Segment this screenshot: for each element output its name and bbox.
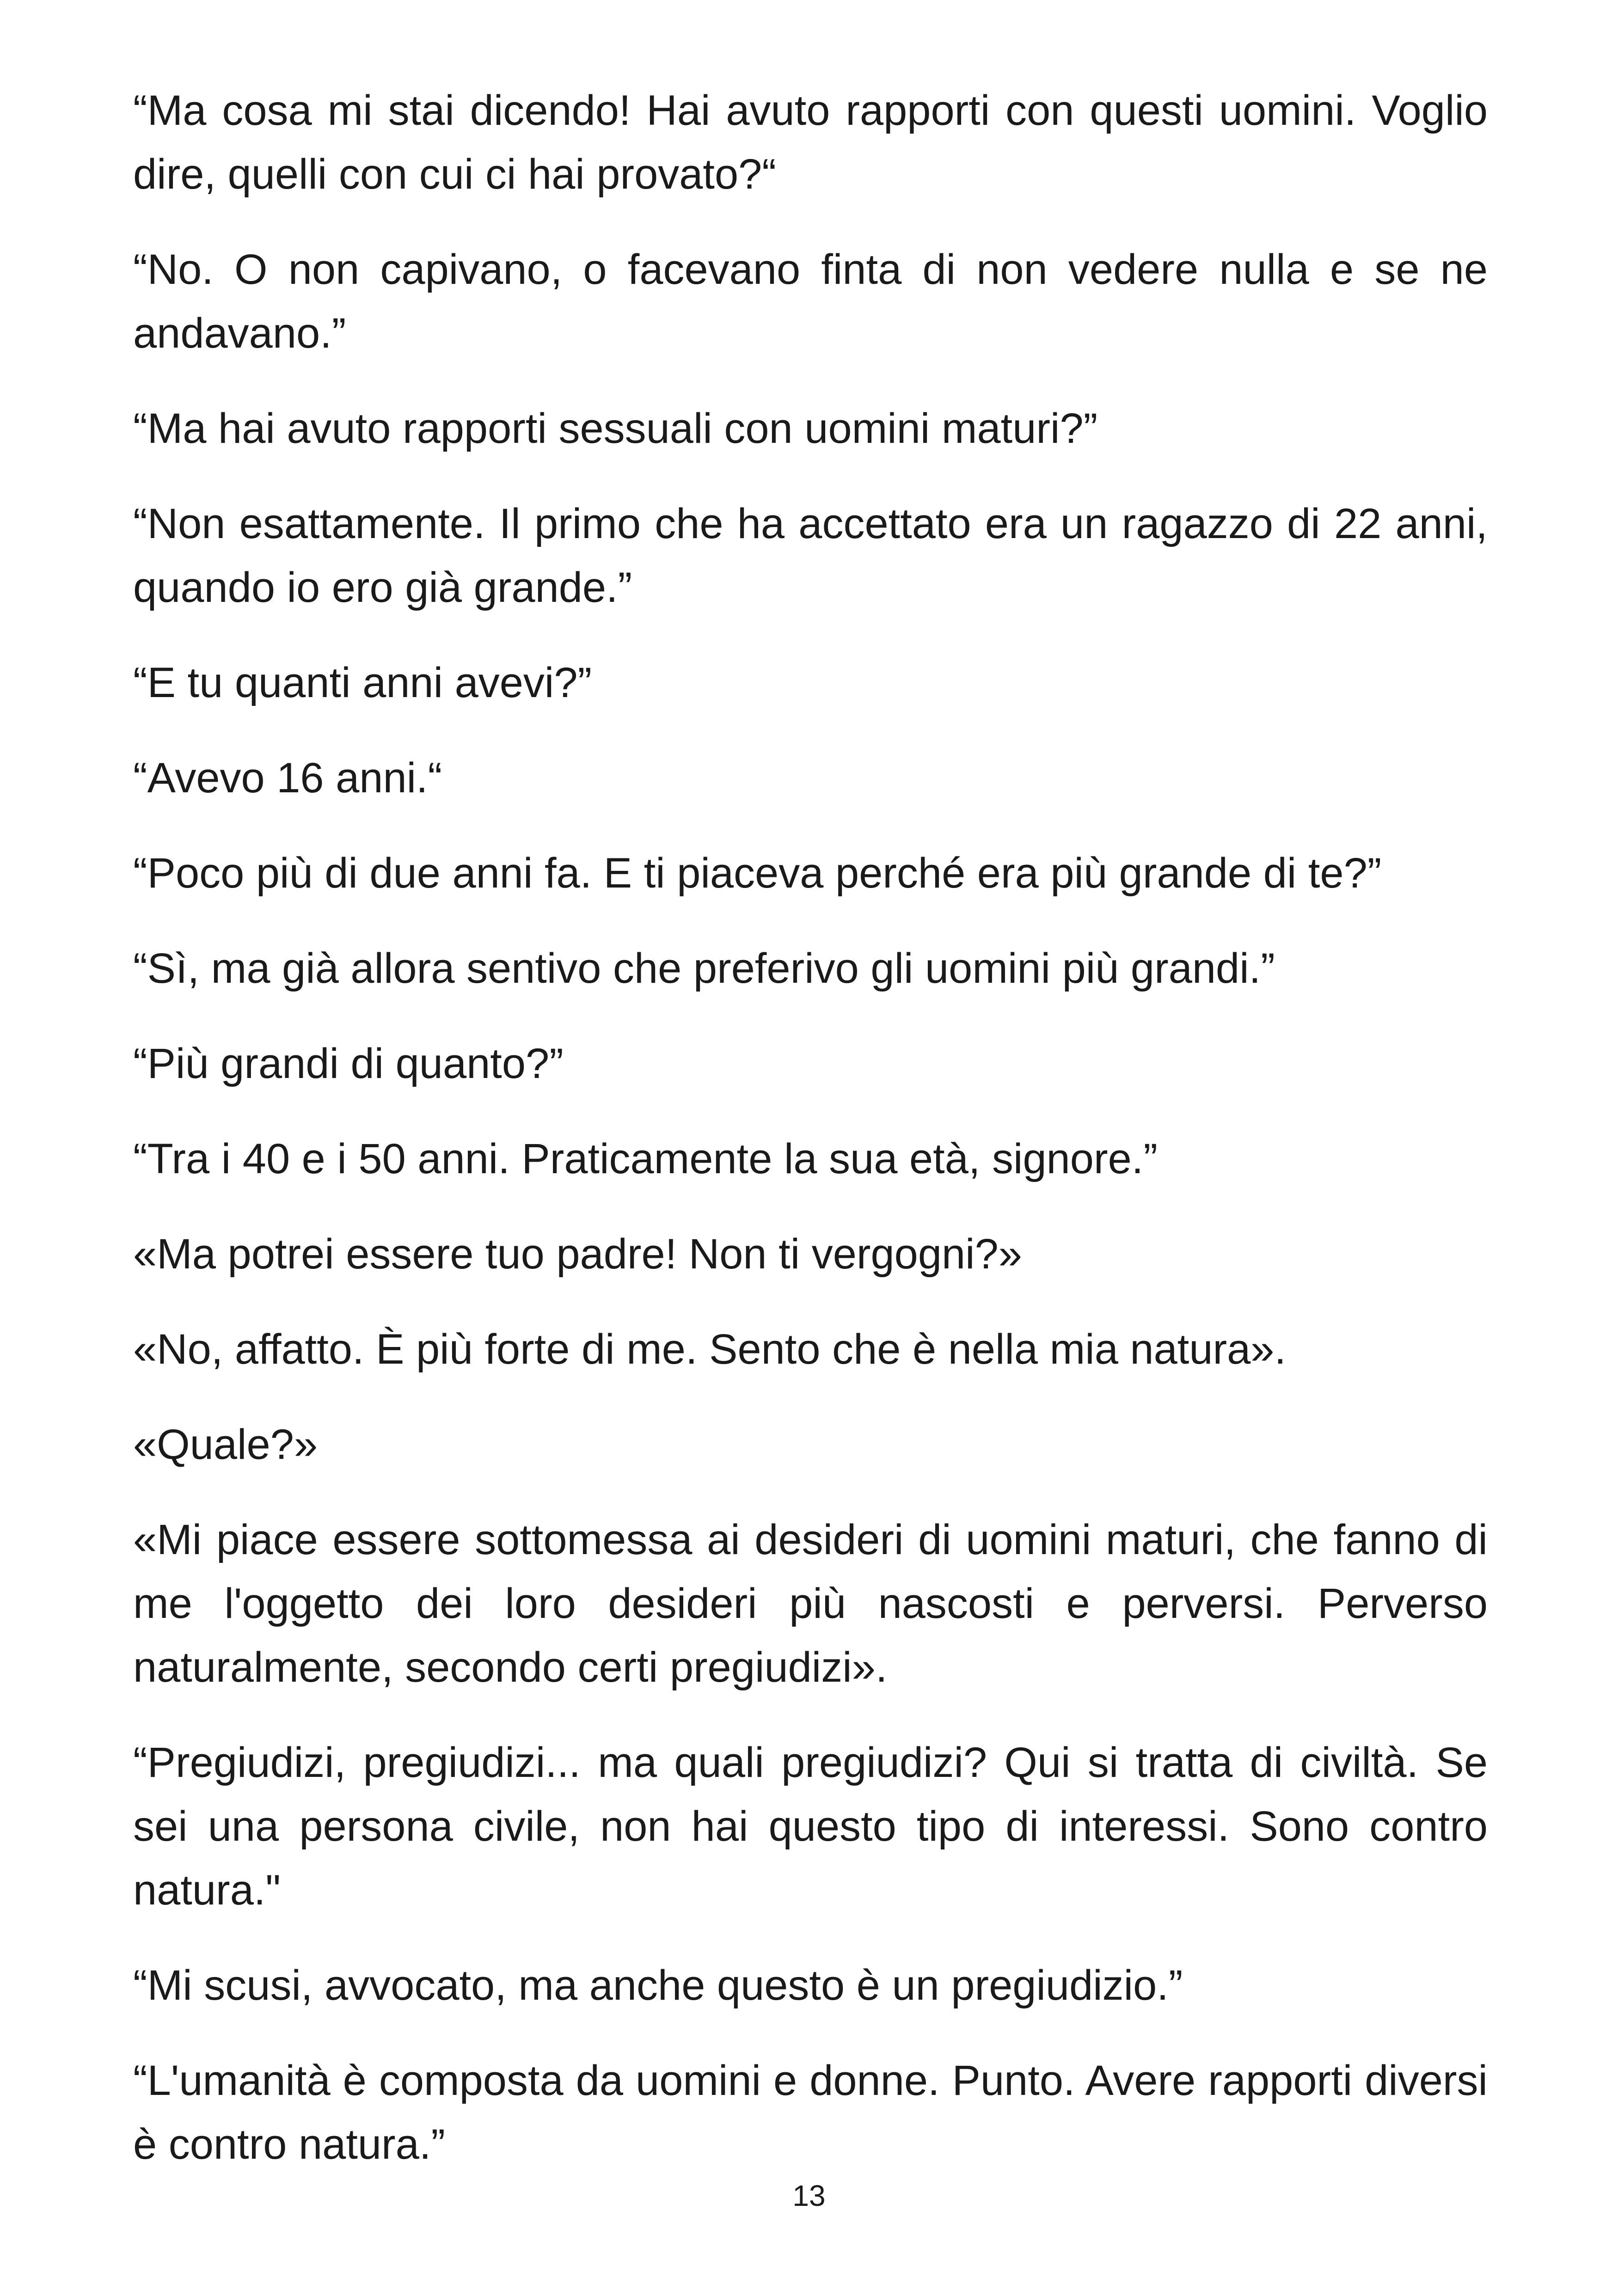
paragraph: “Mi scusi, avvocato, ma anche questo è un pregiudizio.” (133, 1962, 1183, 2009)
paragraph: “Poco più di due anni fa. E ti piaceva perché era più grande di te?” (133, 850, 1382, 897)
paragraph: “No. O non capivano, o facevano finta di non vedere nulla e se ne andavano.” (133, 246, 1488, 357)
paragraph: “Avevo 16 anni.“ (133, 754, 442, 802)
paragraph: “Ma cosa mi stai dicendo! Hai avuto rapporti con questi uomini. Voglio dire, quelli con cui ci hai provato?“ (133, 87, 1488, 198)
paragraph: “E tu quanti anni avevi?” (133, 659, 592, 706)
paragraph: «No, affatto. È più forte di me. Sento che è nella mia natura». (133, 1326, 1287, 1373)
paragraph: “Più grandi di quanto?” (133, 1040, 564, 1087)
paragraph: «Mi piace essere sottomessa ai desideri di uomini maturi, che fanno di me l'oggetto dei loro desideri più nascosti e perversi. Perverso naturalmente, secondo certi pregiudizi». (133, 1516, 1488, 1691)
paragraph: «Quale?» (133, 1421, 318, 1468)
paragraph: “L'umanità è composta da uomini e donne. Punto. Avere rapporti diversi è contro natura.” (133, 2057, 1488, 2168)
paragraph: «Ma potrei essere tuo padre! Non ti vergogni?» (133, 1231, 1022, 1278)
paragraph: “Non esattamente. Il primo che ha accettato era un ragazzo di 22 anni, quando io ero già grande.” (133, 500, 1488, 611)
paragraph: “Sì, ma già allora sentivo che preferivo gli uomini più grandi.” (133, 945, 1275, 992)
paragraph: “Ma hai avuto rapporti sessuali con uomini maturi?” (133, 405, 1098, 452)
paragraph: “Pregiudizi, pregiudizi... ma quali pregiudizi? Qui si tratta di civiltà. Se sei una persona civile, non hai questo tipo di interessi. Sono contro natura." (133, 1739, 1488, 1914)
page-number: 13 (792, 2179, 826, 2212)
page-body (133, 79, 1488, 2208)
paragraph: “Tra i 40 e i 50 anni. Praticamente la sua età, signore.” (133, 1135, 1158, 1182)
